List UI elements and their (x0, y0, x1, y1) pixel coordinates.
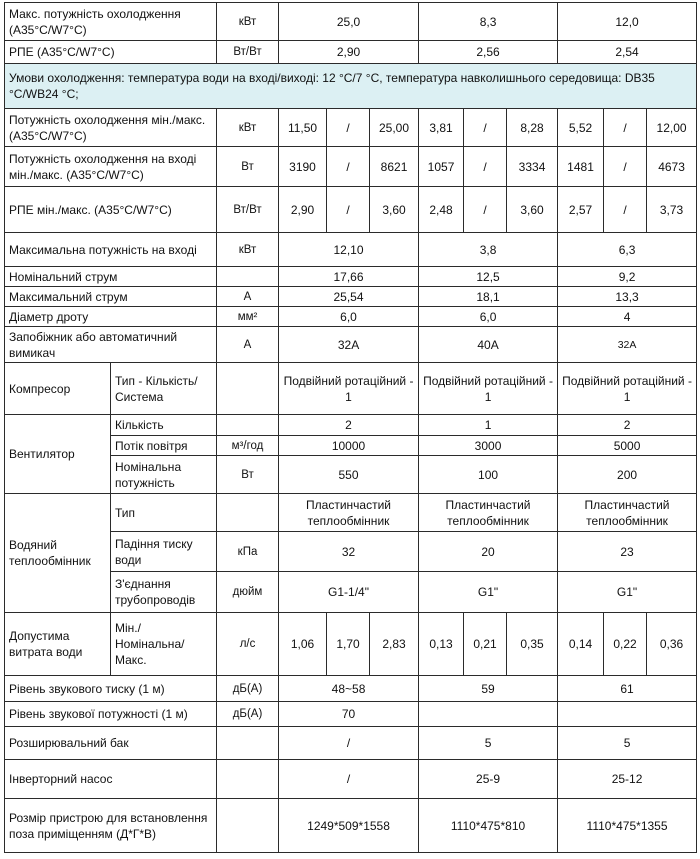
sub-hex-pressure-drop: Падіння тиску води (111, 532, 217, 572)
row-cooling-min-max (5, 109, 697, 147)
value-model-2: 12,5 (419, 267, 558, 287)
label-heat-exchanger: Водяний теплообмінник (5, 494, 111, 613)
value-model-2: 20 (419, 532, 558, 572)
value-model-1: 1249*509*1558 (279, 799, 419, 853)
unit-input-min-max: Вт (217, 147, 279, 187)
value-cell: 3,60 (507, 187, 558, 233)
value-model-3 (558, 702, 697, 727)
row-cooling-conditions (5, 64, 697, 109)
unit-fan-airflow: м³/год (217, 436, 279, 456)
value-model-2: Подвійний ротаційний - 1 (419, 363, 558, 415)
value-cell: 0,36 (647, 613, 697, 676)
value-cell: 1481 (558, 147, 604, 187)
value-model-3: 5 (558, 727, 697, 760)
value-model-1: 2,90 (279, 41, 419, 64)
sub-compressor-type: Тип - Кількість/ Система (111, 363, 217, 415)
value-cell: 2,57 (558, 187, 604, 233)
value-cell: 1,70 (327, 613, 370, 676)
value-model-3: 200 (558, 456, 697, 494)
value-model-2: 6,0 (419, 307, 558, 327)
value-model-2: 1 (419, 415, 558, 436)
unit-unit-size (217, 799, 279, 853)
row-compressor (5, 363, 697, 415)
sub-hex-type: Тип (111, 494, 217, 532)
value-cell: / (327, 187, 370, 233)
value-model-3: 2 (558, 415, 697, 436)
value-model-2: 5 (419, 727, 558, 760)
value-cell: 2,83 (370, 613, 419, 676)
value-model-2: 59 (419, 676, 558, 702)
value-model-1: 32A (279, 327, 419, 363)
unit-sound-power: дБ(А) (217, 702, 279, 727)
value-model-1: Пластинчастий теплообмінник (279, 494, 419, 532)
value-cell: 0,22 (604, 613, 647, 676)
label-max-power: Максимальна потужність на вході (5, 233, 217, 267)
row-cooling-capacity (5, 3, 697, 41)
value-model-1: / (279, 760, 419, 799)
sub-fan-power: Номінальна потужність (111, 456, 217, 494)
sub-fan-qty: Кількість (111, 415, 217, 436)
value-cell: 0,14 (558, 613, 604, 676)
value-model-1: 2 (279, 415, 419, 436)
value-cell: / (604, 109, 647, 147)
value-cell: / (327, 109, 370, 147)
unit-nominal-current (217, 267, 279, 287)
row-nominal-current (5, 267, 697, 287)
unit-cooling-capacity: кВт (217, 3, 279, 41)
value-model-3: 2,54 (558, 41, 697, 64)
value-cell: 3,81 (419, 109, 464, 147)
unit-inverter-pump (217, 760, 279, 799)
value-model-2: 40A (419, 327, 558, 363)
label-compressor: Компресор (5, 363, 111, 415)
value-cell: 0,13 (419, 613, 464, 676)
value-model-1: 48~58 (279, 676, 419, 702)
value-model-3: 6,3 (558, 233, 697, 267)
label-water-flow: Допустима витрата води (5, 613, 111, 676)
value-model-1: Подвійний ротаційний - 1 (279, 363, 419, 415)
unit-compressor (217, 363, 279, 415)
unit-eer: Вт/Вт (217, 41, 279, 64)
value-model-1: 25,54 (279, 287, 419, 307)
value-model-2: 100 (419, 456, 558, 494)
value-cell: 1,06 (279, 613, 327, 676)
unit-hex-pipe: дюйм (217, 572, 279, 613)
row-fan-qty (5, 415, 697, 436)
row-expansion-tank (5, 727, 697, 760)
value-model-1: G1-1/4" (279, 572, 419, 613)
value-cell: / (464, 109, 507, 147)
label-nominal-current: Номінальний струм (5, 267, 217, 287)
sub-fan-airflow: Потік повітря (111, 436, 217, 456)
value-cell: 3190 (279, 147, 327, 187)
row-eer-min-max (5, 187, 697, 233)
value-model-2: 25-9 (419, 760, 558, 799)
row-sound-pressure (5, 676, 697, 702)
value-model-3: 23 (558, 532, 697, 572)
label-input-min-max: Потужність охолодження на вході мін./макс. (A35°C/W7°C) (5, 147, 217, 187)
label-sound-power: Рівень звукової потужності (1 м) (5, 702, 217, 727)
value-model-3: Пластинчастий теплообмінник (558, 494, 697, 532)
value-cell: 3334 (507, 147, 558, 187)
value-cell: / (604, 147, 647, 187)
value-model-3: 13,3 (558, 287, 697, 307)
label-expansion-tank: Розширювальний бак (5, 727, 217, 760)
value-model-3: G1" (558, 572, 697, 613)
value-cell: 0,21 (464, 613, 507, 676)
unit-hex-type (217, 494, 279, 532)
value-model-2: 1110*475*810 (419, 799, 558, 853)
unit-wire-diameter: мм² (217, 307, 279, 327)
value-cell: 3,73 (647, 187, 697, 233)
cooling-conditions-note: Умови охолодження: температура води на вході/виході: 12 °C/7 °C, температура навколишнього середовища: DB35 °C/WB24 °C; (5, 64, 697, 109)
value-model-2: 3000 (419, 436, 558, 456)
row-sound-power (5, 702, 697, 727)
value-model-3: 1110*475*1355 (558, 799, 697, 853)
row-eer (5, 41, 697, 64)
value-model-1: 550 (279, 456, 419, 494)
unit-hex-pressure-drop: кПа (217, 532, 279, 572)
value-cell: 12,00 (647, 109, 697, 147)
label-sound-pressure: Рівень звукового тиску (1 м) (5, 676, 217, 702)
row-max-power (5, 233, 697, 267)
value-cell: 8,28 (507, 109, 558, 147)
value-cell: 11,50 (279, 109, 327, 147)
value-cell: 2,48 (419, 187, 464, 233)
value-cell: 25,00 (370, 109, 419, 147)
unit-cooling-min-max: кВт (217, 109, 279, 147)
value-model-2: 8,3 (419, 3, 558, 41)
unit-fan-qty (217, 415, 279, 436)
value-model-3: 61 (558, 676, 697, 702)
value-cell: / (464, 187, 507, 233)
row-fuse (5, 327, 697, 363)
label-inverter-pump: Інверторний насос (5, 760, 217, 799)
label-unit-size: Розмір пристрою для встановлення поза приміщенням (Д*Г*В) (5, 799, 217, 853)
row-hex-type (5, 494, 697, 532)
label-fuse: Запобіжник або автоматичний вимикач (5, 327, 217, 363)
label-cooling-capacity: Макс. потужність охолодження (A35°C/W7°C) (5, 3, 217, 41)
value-model-3: 4 (558, 307, 697, 327)
value-cell: / (604, 187, 647, 233)
value-cell: 0,35 (507, 613, 558, 676)
row-water-flow (5, 613, 697, 676)
value-model-1: 17,66 (279, 267, 419, 287)
label-wire-diameter: Діаметр дроту (5, 307, 217, 327)
value-model-2: 18,1 (419, 287, 558, 307)
unit-water-flow: л/с (217, 613, 279, 676)
label-eer-min-max: РПЕ мін./макс. (A35°C/W7°C) (5, 187, 217, 233)
value-cell: 2,90 (279, 187, 327, 233)
row-wire-diameter (5, 307, 697, 327)
value-model-2: G1" (419, 572, 558, 613)
value-model-2: 2,56 (419, 41, 558, 64)
unit-eer-min-max: Вт/Вт (217, 187, 279, 233)
row-inverter-pump (5, 760, 697, 799)
label-cooling-min-max: Потужність охолодження мін./макс. (A35°C/W7°C) (5, 109, 217, 147)
sub-hex-pipe: З'єднання трубопроводів (111, 572, 217, 613)
value-cell: 8621 (370, 147, 419, 187)
value-model-2: Пластинчастий теплообмінник (419, 494, 558, 532)
unit-max-power: кВт (217, 233, 279, 267)
value-model-2: 3,8 (419, 233, 558, 267)
value-model-1: 25,0 (279, 3, 419, 41)
value-model-2 (419, 702, 558, 727)
row-input-min-max (5, 147, 697, 187)
value-cell: / (327, 147, 370, 187)
label-fan: Вентилятор (5, 415, 111, 494)
value-model-1: 6,0 (279, 307, 419, 327)
row-max-current (5, 287, 697, 307)
value-model-1: 10000 (279, 436, 419, 456)
value-model-3: Подвійний ротаційний - 1 (558, 363, 697, 415)
row-unit-size (5, 799, 697, 853)
sub-water-flow: Мін./ Номінальна/ Макс. (111, 613, 217, 676)
value-model-3: 32A (558, 327, 697, 363)
value-cell: 3,60 (370, 187, 419, 233)
unit-expansion-tank (217, 727, 279, 760)
value-model-3: 25-12 (558, 760, 697, 799)
unit-fan-power: Вт (217, 456, 279, 494)
value-model-1: 32 (279, 532, 419, 572)
value-model-1: 70 (279, 702, 419, 727)
unit-sound-pressure: дБ(А) (217, 676, 279, 702)
unit-fuse: A (217, 327, 279, 363)
value-cell: 1057 (419, 147, 464, 187)
value-model-1: 12,10 (279, 233, 419, 267)
value-cell: 5,52 (558, 109, 604, 147)
label-max-current: Максимальний струм (5, 287, 217, 307)
value-cell: / (464, 147, 507, 187)
unit-max-current: A (217, 287, 279, 307)
spec-table (4, 2, 697, 853)
label-eer: РПЕ (A35°C/W7°C) (5, 41, 217, 64)
value-model-3: 9,2 (558, 267, 697, 287)
value-model-1: / (279, 727, 419, 760)
value-model-3: 12,0 (558, 3, 697, 41)
value-cell: 4673 (647, 147, 697, 187)
value-model-3: 5000 (558, 436, 697, 456)
